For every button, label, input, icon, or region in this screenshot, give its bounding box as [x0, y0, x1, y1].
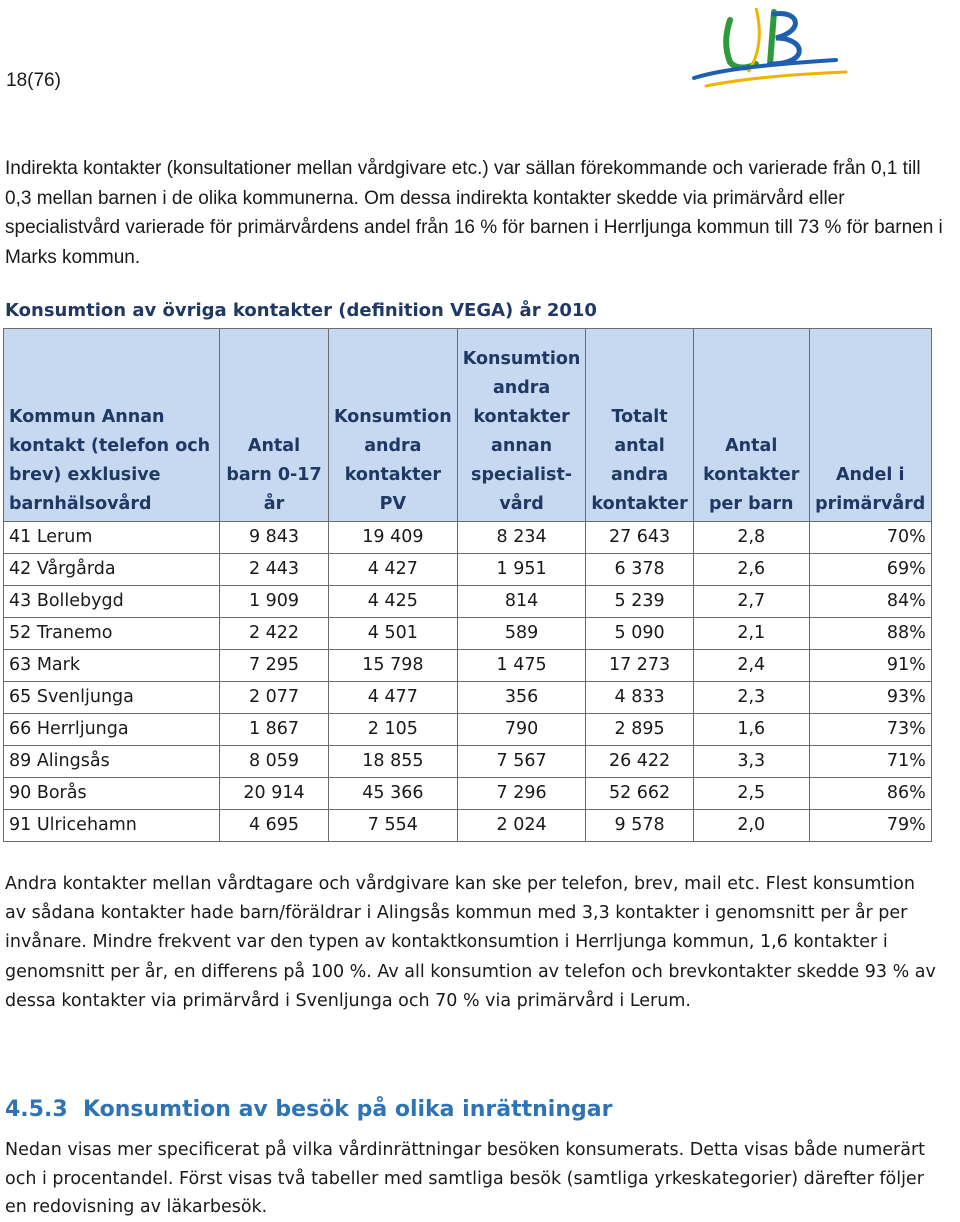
value-cell: 2,3 [693, 682, 809, 714]
value-cell: 93% [809, 682, 931, 714]
value-cell: 45 366 [329, 778, 458, 810]
value-cell: 71% [809, 746, 931, 778]
value-cell: 2 024 [457, 810, 586, 842]
body-paragraph-contacts: Andra kontakter mellan vårdtagare och vårdgivare kan ske per telefon, brev, mail etc. Flest konsumtion av sådana kontakter hade barn/föräldrar i Alingsås kommun med 3,3 kontakter i genomsnitt per år per invånare. Mindre frekvent var den typen av kontaktkonsumtion i Herrljunga kommun, 1,6 kontakter i genomsnitt per år, en differens på 100 %. Av all konsumtion av telefon och brevkontakter skedde 93 % av dessa kontakter via primärvård i Svenljunga och 70 % via primärvård i Lerum. [5, 874, 936, 1011]
value-cell: 4 427 [329, 554, 458, 586]
value-cell: 6 378 [586, 554, 693, 586]
value-cell: 4 425 [329, 586, 458, 618]
value-cell: 1 909 [220, 586, 329, 618]
value-cell: 2,0 [693, 810, 809, 842]
intro-paragraph: Indirekta kontakter (konsultationer mellan vårdgivare etc.) var sällan förekommande och varierade från 0,1 till 0,3 mellan barnen i de olika kommunerna. Om dessa indirekta kontakter skedde via primärvård eller specialistvård varierade för primärvårdens andel från 16 % för barnen i Herrljunga kommun till 73 % för barnen i Marks kommun. [5, 158, 943, 268]
value-cell: 8 234 [457, 522, 586, 554]
value-cell: 5 090 [586, 618, 693, 650]
table-row [4, 810, 932, 842]
page-number: 18(76) [6, 70, 61, 91]
value-cell: 52 662 [586, 778, 693, 810]
value-cell: 26 422 [586, 746, 693, 778]
value-cell: 2,4 [693, 650, 809, 682]
column-header-totalt: Totalt antal andra kontakter [586, 329, 693, 522]
value-cell: 86% [809, 778, 931, 810]
value-cell: 2 443 [220, 554, 329, 586]
body-paragraph-visits: Nedan visas mer specificerat på vilka vårdinrättningar besöken konsumerats. Detta visas både numerärt och i procentandel. Först visas två tabeller med samtliga besök (samtliga yrkeskategorier) därefter följer en redovisning av läkarbesök. [5, 1140, 925, 1217]
table-row [4, 682, 932, 714]
kommun-cell: 89 Alingsås [4, 746, 220, 778]
value-cell: 27 643 [586, 522, 693, 554]
lb-sailboat-logo [686, 2, 896, 94]
column-header-andel-primarvard: Andel i primärvård [809, 329, 931, 522]
value-cell: 18 855 [329, 746, 458, 778]
value-cell: 1 867 [220, 714, 329, 746]
value-cell: 91% [809, 650, 931, 682]
value-cell: 70% [809, 522, 931, 554]
value-cell: 9 578 [586, 810, 693, 842]
value-cell: 2 422 [220, 618, 329, 650]
kommun-cell: 91 Ulricehamn [4, 810, 220, 842]
value-cell: 7 554 [329, 810, 458, 842]
value-cell: 4 501 [329, 618, 458, 650]
column-header-konsumtion-pv: Konsumtion andra kontakter PV [329, 329, 458, 522]
value-cell: 4 695 [220, 810, 329, 842]
kommun-cell: 66 Herrljunga [4, 714, 220, 746]
table-title: Konsumtion av övriga kontakter (definition VEGA) år 2010 [5, 300, 597, 321]
kommun-cell: 90 Borås [4, 778, 220, 810]
value-cell: 88% [809, 618, 931, 650]
value-cell: 4 833 [586, 682, 693, 714]
value-cell: 19 409 [329, 522, 458, 554]
value-cell: 69% [809, 554, 931, 586]
table-header-row [4, 329, 932, 522]
value-cell: 84% [809, 586, 931, 618]
value-cell: 2,1 [693, 618, 809, 650]
value-cell: 3,3 [693, 746, 809, 778]
table-row [4, 554, 932, 586]
value-cell: 7 296 [457, 778, 586, 810]
value-cell: 20 914 [220, 778, 329, 810]
value-cell: 589 [457, 618, 586, 650]
value-cell: 15 798 [329, 650, 458, 682]
value-cell: 4 477 [329, 682, 458, 714]
section-title: Konsumtion av besök på olika inrättningar [82, 1097, 613, 1122]
value-cell: 79% [809, 810, 931, 842]
table-row [4, 586, 932, 618]
column-header-antal-barn: Antal barn 0-17 år [220, 329, 329, 522]
value-cell: 7 567 [457, 746, 586, 778]
value-cell: 5 239 [586, 586, 693, 618]
value-cell: 1 475 [457, 650, 586, 682]
table-row [4, 778, 932, 810]
kommun-cell: 65 Svenljunga [4, 682, 220, 714]
contacts-table [3, 328, 932, 842]
value-cell: 9 843 [220, 522, 329, 554]
value-cell: 7 295 [220, 650, 329, 682]
value-cell: 2,8 [693, 522, 809, 554]
value-cell: 73% [809, 714, 931, 746]
value-cell: 2 077 [220, 682, 329, 714]
value-cell: 814 [457, 586, 586, 618]
table-row [4, 650, 932, 682]
value-cell: 2 105 [329, 714, 458, 746]
section-number: 4.5.3 [5, 1097, 68, 1122]
value-cell: 1,6 [693, 714, 809, 746]
column-header-konsumtion-specialistvard: Konsumtion andra kontakter annan specialist-vård [457, 329, 586, 522]
column-header-per-barn: Antal kontakter per barn [693, 329, 809, 522]
value-cell: 2,5 [693, 778, 809, 810]
kommun-cell: 63 Mark [4, 650, 220, 682]
column-header-kommun: Kommun Annan kontakt (telefon och brev) exklusive barnhälsovård [4, 329, 220, 522]
kommun-cell: 52 Tranemo [4, 618, 220, 650]
value-cell: 2,6 [693, 554, 809, 586]
table-row [4, 522, 932, 554]
table-row [4, 746, 932, 778]
kommun-cell: 42 Vårgårda [4, 554, 220, 586]
table-row [4, 714, 932, 746]
value-cell: 2 895 [586, 714, 693, 746]
value-cell: 1 951 [457, 554, 586, 586]
value-cell: 8 059 [220, 746, 329, 778]
value-cell: 356 [457, 682, 586, 714]
value-cell: 790 [457, 714, 586, 746]
value-cell: 2,7 [693, 586, 809, 618]
table-row [4, 618, 932, 650]
section-heading [5, 1097, 612, 1122]
kommun-cell: 41 Lerum [4, 522, 220, 554]
value-cell: 17 273 [586, 650, 693, 682]
kommun-cell: 43 Bollebygd [4, 586, 220, 618]
